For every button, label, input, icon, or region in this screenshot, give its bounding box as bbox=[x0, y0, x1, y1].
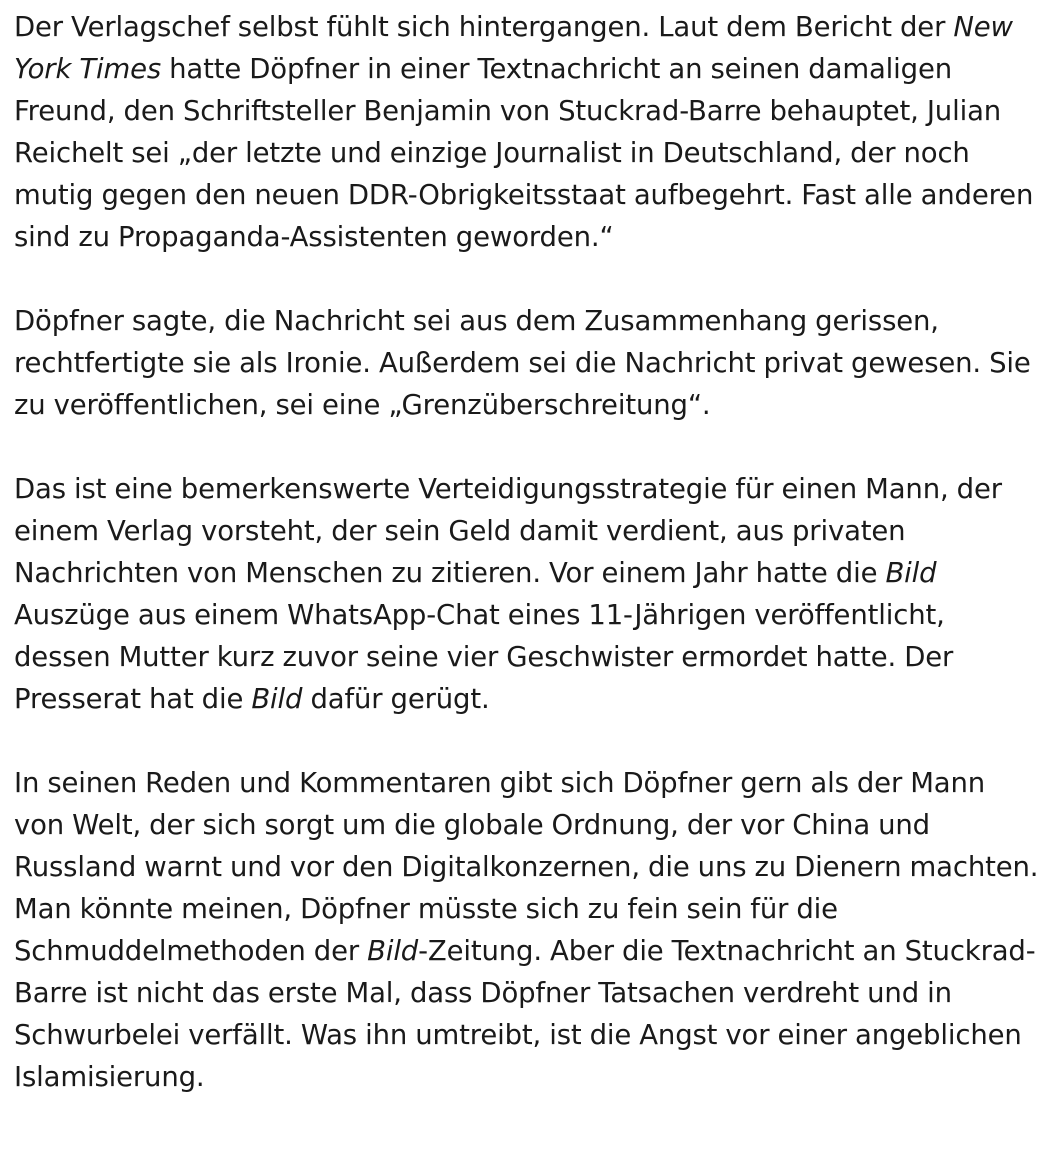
paragraph-4 bbox=[14, 762, 1042, 1098]
paragraph-2 bbox=[14, 300, 1042, 426]
publication-name: Bild bbox=[367, 935, 419, 967]
text-run: dafür gerügt. bbox=[302, 683, 490, 715]
paragraph-1 bbox=[14, 6, 1042, 258]
text-run: In seinen Reden und Kommentaren gibt sich Döpfner gern als der Mann von Welt, der sich sorgt um die globale Ordnung, der vor China und Russland warnt und vor den Digitalkonzernen, die uns zu Dienern machten. Man könnte meinen, Döpfner müsste sich zu fein sein für die Schmuddelmethoden der bbox=[14, 767, 1039, 967]
publication-name: New York Times bbox=[14, 11, 1013, 85]
publication-name: Bild bbox=[251, 683, 303, 715]
text-run: hatte Döpfner in einer Textnachricht an seinen damaligen Freund, den Schriftsteller Benjamin von Stuckrad-Barre behauptet, Julian Reichelt sei „der letzte und einzige Journalist in Deutschland, der noch mutig gegen den neuen DDR-Obrigkeitsstaat aufbegehrt. Fast alle anderen sind zu Propaganda-Assistenten geworden.“ bbox=[14, 53, 1034, 253]
text-run: -Zeitung. Aber die Textnachricht an Stuckrad-Barre ist nicht das erste Mal, dass Döpfner Tatsachen verdreht und in Schwurbelei verfällt. Was ihn umtreibt, ist die Angst vor einer angeblichen Islamisierung. bbox=[14, 935, 1036, 1093]
publication-name: Bild bbox=[885, 557, 937, 589]
text-run: Auszüge aus einem WhatsApp-Chat eines 11-Jährigen veröffentlicht, dessen Mutter kurz zuvor seine vier Geschwister ermordet hatte. Der Presserat hat die bbox=[14, 599, 954, 715]
paragraph-3 bbox=[14, 468, 1042, 720]
text-run: Döpfner sagte, die Nachricht sei aus dem Zusammenhang gerissen, rechtfertigte sie als Ironie. Außerdem sei die Nachricht privat gewesen. Sie zu veröffentlichen, sei eine „Grenzüberschreitung“. bbox=[14, 305, 1031, 421]
text-run: Das ist eine bemerkenswerte Verteidigungsstrategie für einen Mann, der einem Verlag vorsteht, der sein Geld damit verdient, aus privaten Nachrichten von Menschen zu zitieren. Vor einem Jahr hatte die bbox=[14, 473, 1002, 589]
text-run: Der Verlagschef selbst fühlt sich hintergangen. Laut dem Bericht der bbox=[14, 11, 954, 43]
